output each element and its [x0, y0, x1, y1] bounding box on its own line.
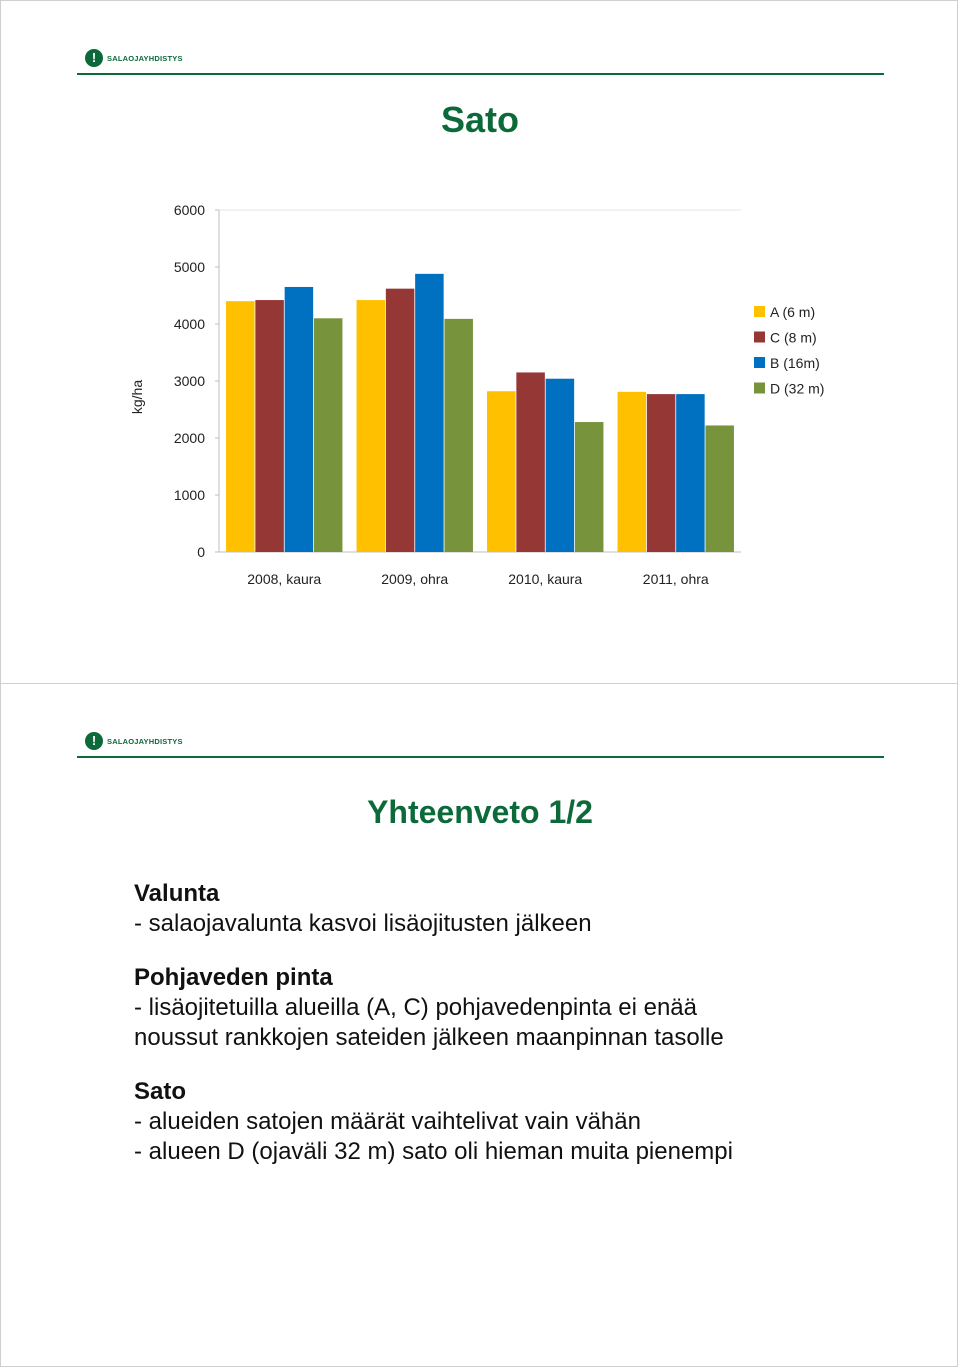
bar: [647, 394, 676, 552]
bar: [705, 425, 734, 552]
section-heading-valunta: Valunta: [134, 880, 220, 907]
bar: [676, 394, 705, 552]
slide-sato: [0, 0, 958, 684]
y-tick-label: 4000: [173, 316, 205, 332]
bar: [285, 287, 314, 552]
bar: [226, 301, 255, 552]
y-tick-label: 6000: [173, 202, 205, 218]
section-line: noussut rankkojen sateiden jälkeen maanpinnan tasolle: [134, 1024, 724, 1051]
bar: [546, 379, 575, 552]
bar: [386, 289, 415, 552]
slide-yhteenveto: [0, 683, 958, 1367]
y-tick-label: 5000: [173, 259, 205, 275]
slide-title: Yhteenveto 1/2: [367, 794, 593, 830]
y-tick-label: 2000: [173, 430, 205, 446]
legend-swatch: [754, 306, 765, 317]
summary-body: [134, 879, 894, 1167]
header-rule: [77, 756, 884, 758]
bar: [618, 392, 647, 552]
bar: [357, 300, 386, 552]
bar: [487, 391, 516, 552]
bar: [575, 422, 604, 552]
legend-label: C (8 m): [770, 329, 817, 346]
legend-label: B (16m): [770, 355, 820, 371]
x-tick-label: 2010, kaura: [508, 571, 583, 587]
x-tick-label: 2008, kaura: [247, 571, 322, 587]
yield-bar-chart: [1, 1, 959, 685]
y-tick-label: 1000: [173, 487, 205, 503]
section-heading-sato: Sato: [134, 1078, 187, 1105]
bar: [415, 274, 444, 552]
section-line: - salaojavalunta kasvoi lisäojitusten jälkeen: [134, 910, 592, 937]
legend-swatch: [754, 332, 765, 343]
y-axis-label: kg/ha: [129, 379, 145, 415]
section-line: - alueen D (ojaväli 32 m) sato oli hieman muita pienempi: [134, 1138, 733, 1165]
bar: [314, 318, 343, 552]
y-tick-label: 0: [197, 544, 205, 560]
x-tick-label: 2011, ohra: [642, 571, 709, 587]
section-heading-pohjaveden-pinta: Pohjaveden pinta: [134, 964, 333, 991]
legend-label: A (6 m): [770, 304, 816, 320]
y-tick-label: 3000: [173, 373, 205, 389]
logo-mark-icon: !: [85, 732, 103, 750]
section-line: - lisäojitetuilla alueilla (A, C) pohjavedenpinta ei enää: [134, 994, 698, 1021]
logo-text: SALAOJAYHDISTYS: [107, 53, 183, 63]
legend-swatch: [754, 357, 765, 368]
logo-mark-icon: !: [85, 49, 103, 67]
salaojayhdistys-logo: [85, 732, 183, 750]
legend-swatch: [754, 383, 765, 394]
bar: [444, 319, 473, 552]
x-tick-label: 2009, ohra: [381, 571, 449, 587]
bar: [255, 300, 284, 552]
logo-text: SALAOJAYHDISTYS: [107, 736, 183, 746]
bar: [516, 372, 545, 552]
legend-label: D (32 m): [770, 380, 825, 397]
slide-title: Sato: [440, 99, 519, 140]
section-line: - alueiden satojen määrät vaihtelivat vain vähän: [134, 1108, 641, 1135]
